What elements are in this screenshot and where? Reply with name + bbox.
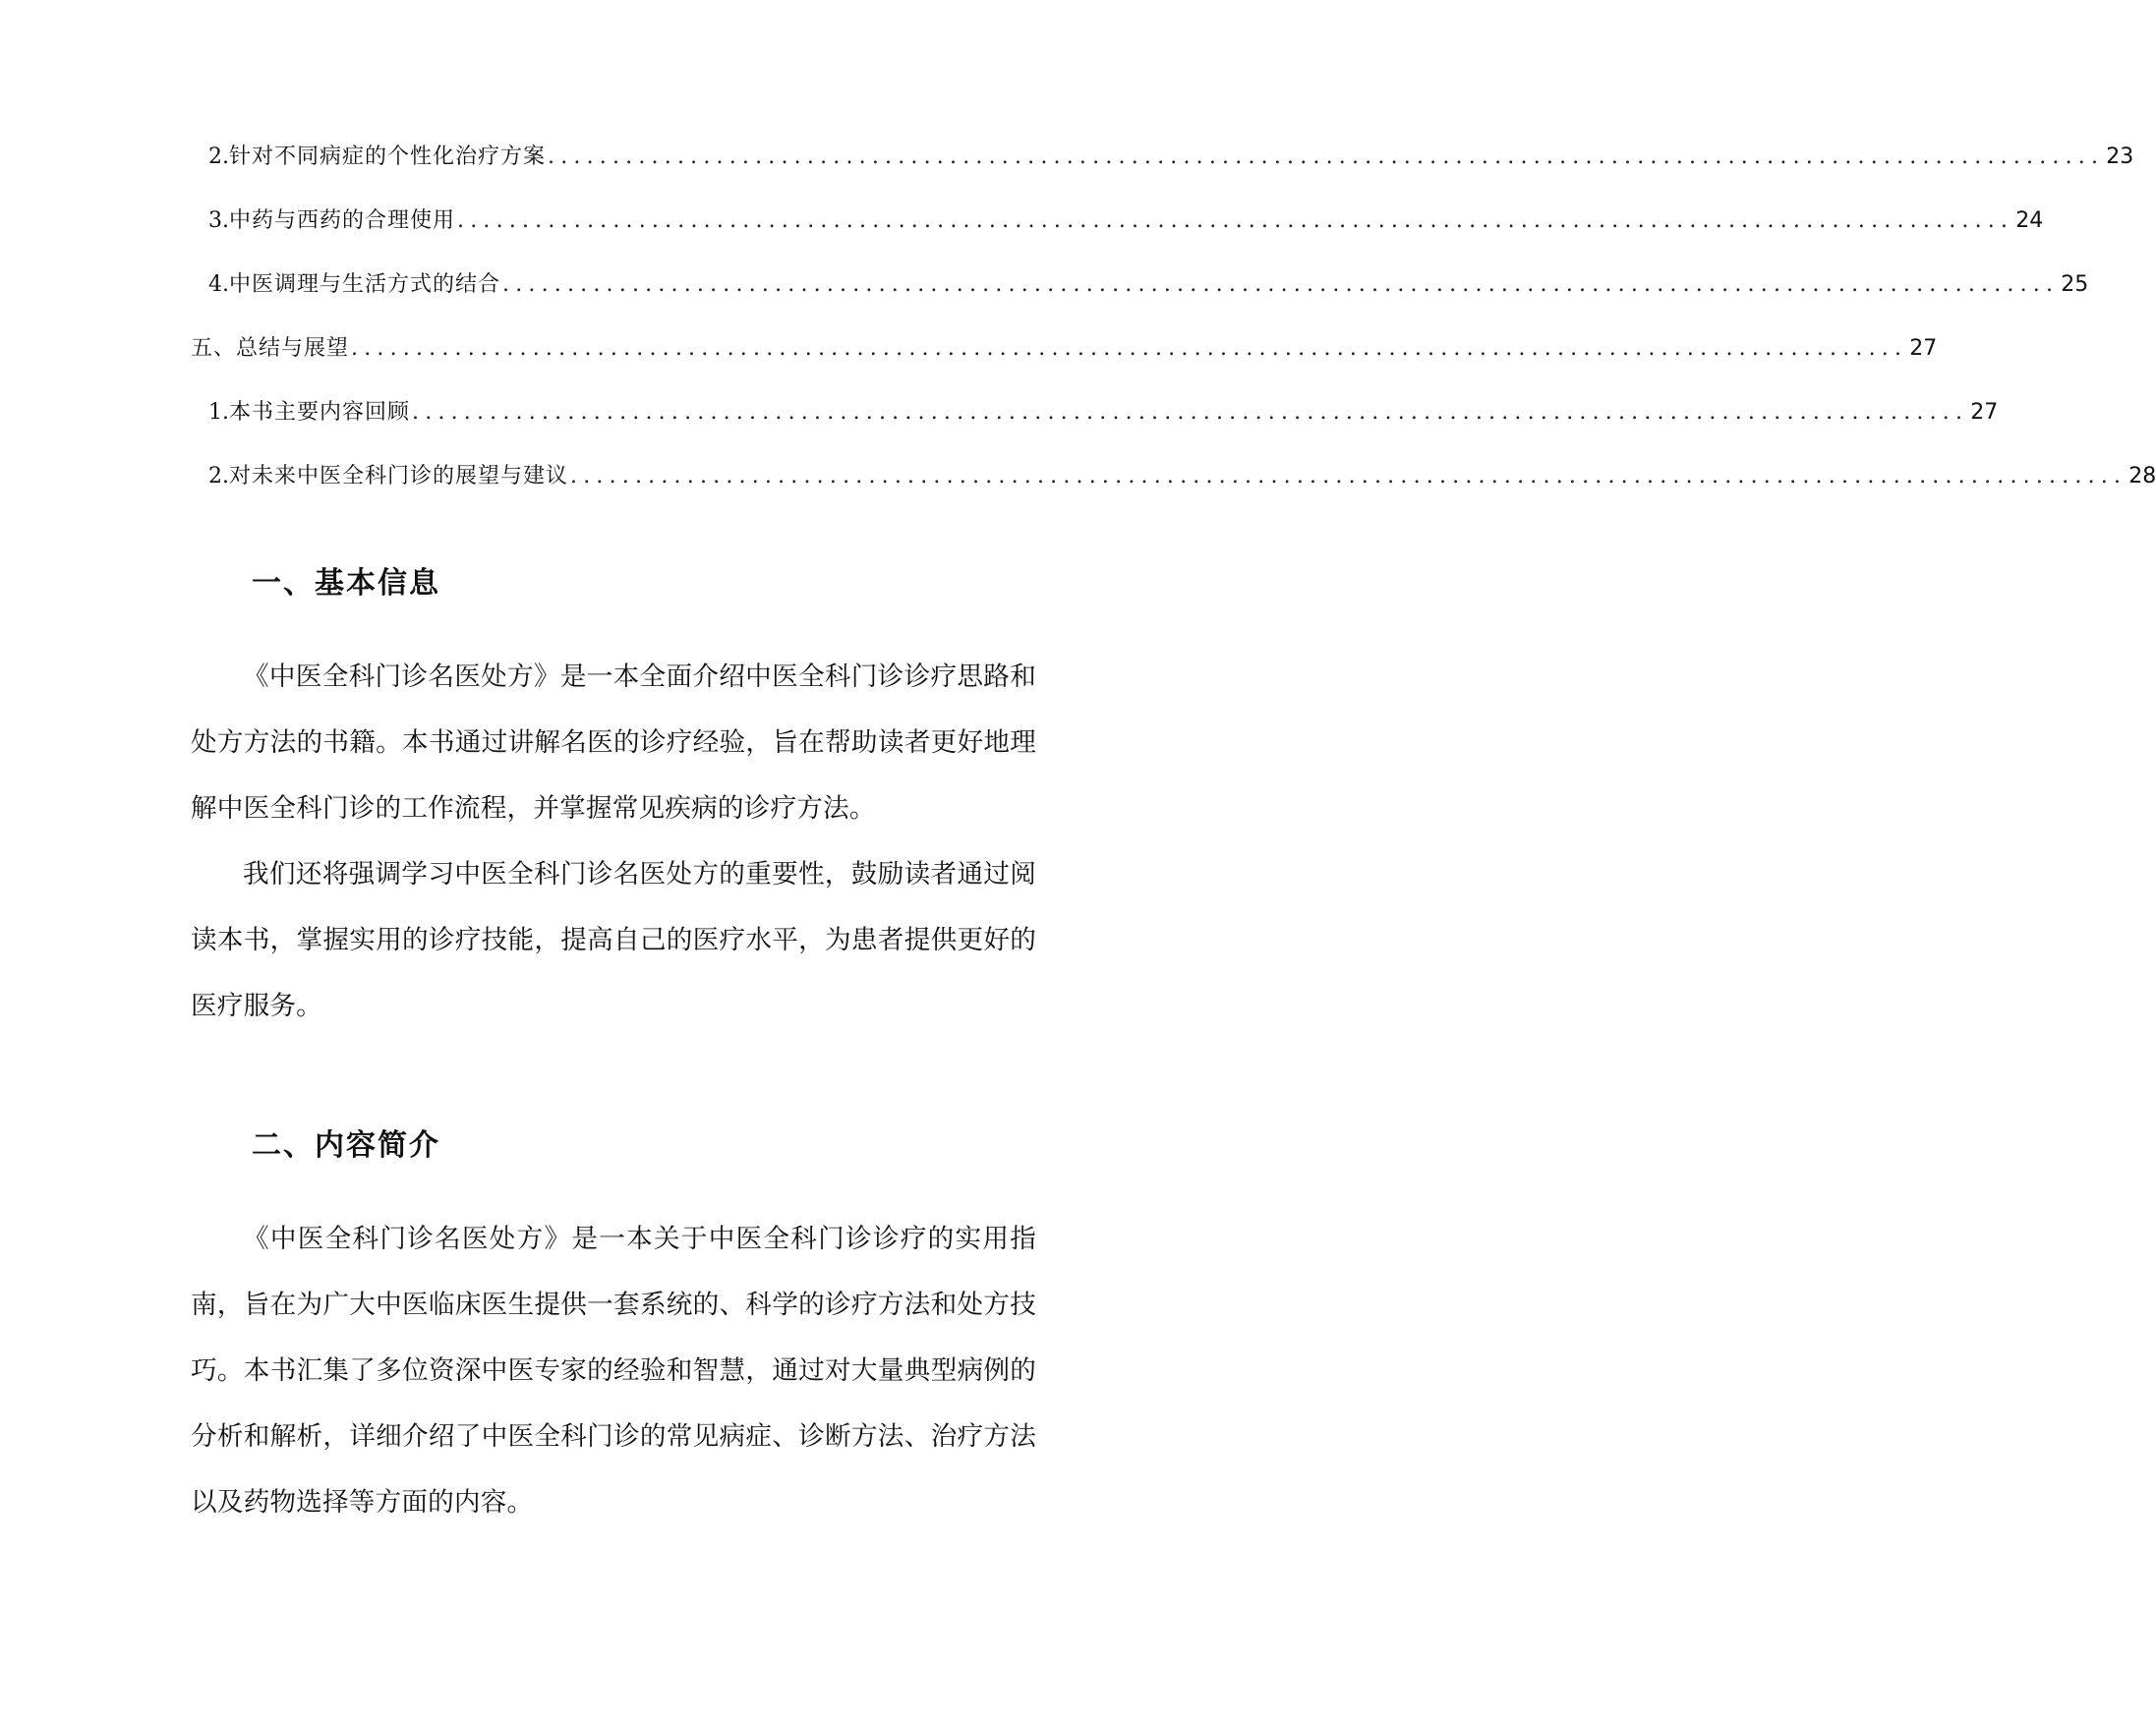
toc-entry-page: 27	[1909, 336, 1938, 361]
body-paragraph: 我们还将强调学习中医全科门诊名医处方的重要性，鼓励读者通过阅读本书，掌握实用的诊疗技能，提高自己的医疗水平，为患者提供更好的医疗服务。	[191, 859, 1036, 1021]
toc-entry-page: 23	[2106, 144, 2134, 169]
toc-entry-title: 中药与西药的合理使用	[229, 208, 456, 233]
toc-entry-number: 2.	[208, 464, 229, 488]
toc-entry[interactable]	[191, 206, 2044, 270]
toc-chapter-title: 五、总结与展望	[191, 336, 350, 361]
section-heading: 一、基本信息	[252, 566, 440, 601]
toc-entry[interactable]	[191, 398, 1999, 462]
section-heading: 二、内容简介	[252, 1128, 440, 1163]
toc-entry-page: 27	[1970, 400, 1999, 425]
toc-entry[interactable]	[191, 462, 2156, 526]
toc-leader-dots	[570, 462, 2127, 491]
toc-entry-title: 对未来中医全科门诊的展望与建议	[229, 464, 569, 488]
toc-entry-number: 2.	[208, 144, 229, 169]
toc-entry-page: 25	[2061, 272, 2089, 297]
toc-leader-dots	[502, 270, 2059, 300]
toc-entry-number: 3.	[208, 208, 229, 233]
toc-entry-number: 4.	[208, 272, 229, 297]
toc-entry-title: 中医调理与生活方式的结合	[229, 272, 501, 297]
section-basic-info	[191, 564, 1036, 1039]
toc-leader-dots	[351, 334, 1907, 364]
toc-entry-title: 本书主要内容回顾	[229, 400, 411, 425]
toc-entry-page: 24	[2015, 208, 2044, 233]
table-of-contents	[191, 143, 2156, 526]
section-content-summary	[191, 1126, 1036, 1535]
toc-chapter-entry[interactable]	[191, 334, 1938, 398]
toc-entry[interactable]	[191, 270, 2089, 334]
toc-entry-page: 28	[2128, 464, 2156, 488]
toc-leader-dots	[412, 398, 1968, 428]
body-paragraph: 《中医全科门诊名医处方》是一本全面介绍中医全科门诊诊疗思路和处方方法的书籍。本书通过讲解名医的诊疗经验，旨在帮助读者更好地理解中医全科门诊的工作流程，并掌握常见疾病的诊疗方法。	[191, 661, 1036, 824]
toc-entry[interactable]	[191, 143, 2134, 206]
body-paragraph: 《中医全科门诊名医处方》是一本关于中医全科门诊诊疗的实用指南，旨在为广大中医临床医生提供一套系统的、科学的诊疗方法和处方技巧。本书汇集了多位资深中医专家的经验和智慧，通过对大量典型病例的分析和解析，详细介绍了中医全科门诊的常见病症、诊断方法、治疗方法以及药物选择等方面的内容。	[191, 1224, 1036, 1518]
toc-leader-dots	[548, 143, 2104, 172]
toc-entry-title: 针对不同病症的个性化治疗方案	[229, 144, 547, 169]
toc-leader-dots	[457, 206, 2013, 236]
toc-entry-number: 1.	[208, 400, 229, 425]
